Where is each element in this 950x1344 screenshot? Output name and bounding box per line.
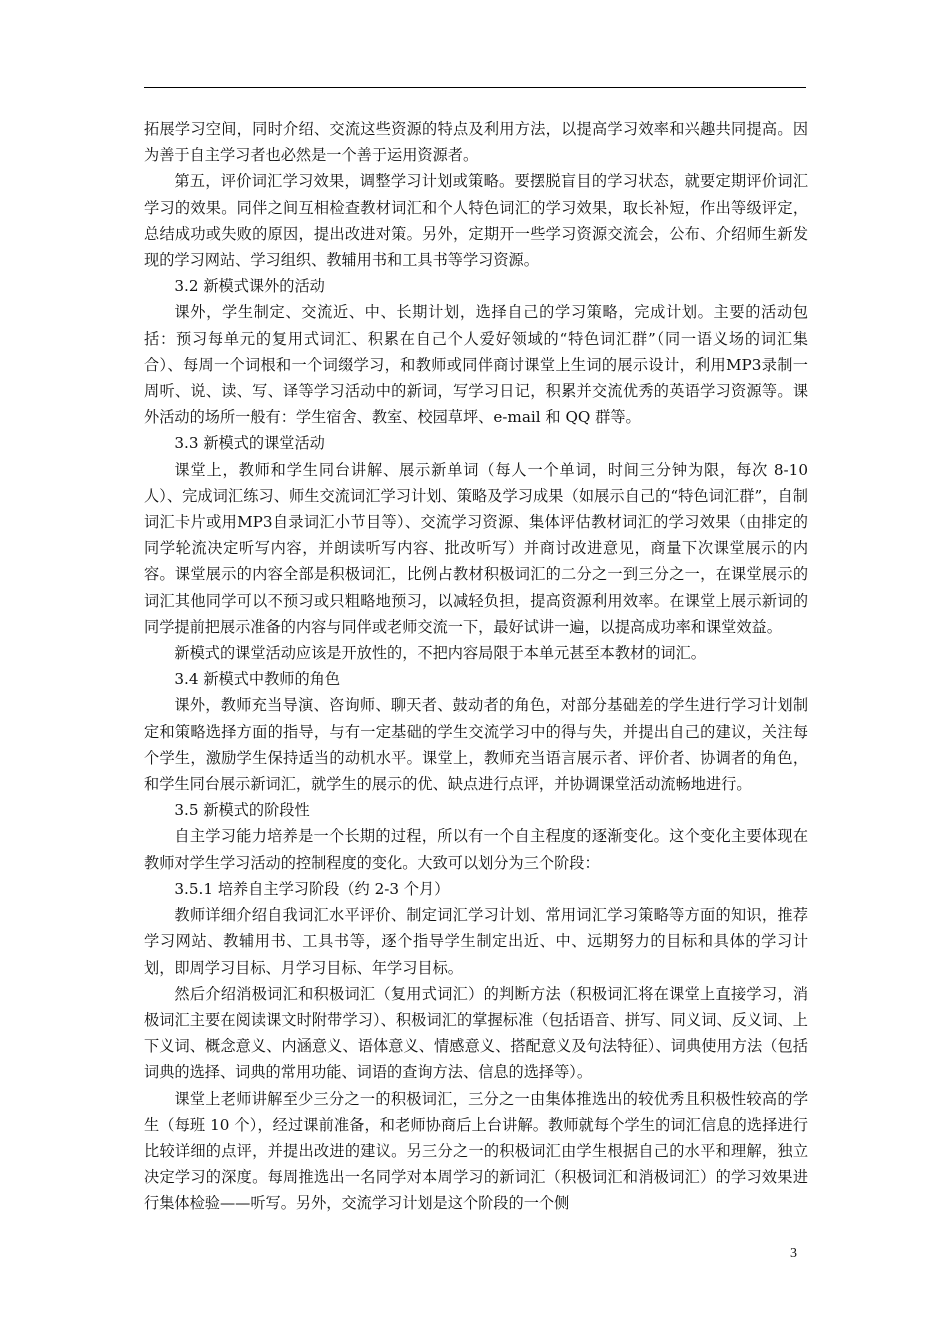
page-number: 3 [790,1246,797,1261]
paragraph: 课外，教师充当导演、咨询师、聊天者、鼓动者的角色，对部分基础差的学生进行学习计划制定和策略选择方面的指导，与有一定基础的学生交流学习中的得与失，并提出自己的建议，关注每个学生，激励学生保持适当的动机水平。课堂上，教师充当语言展示者、评价者、协调者的角色，和学生同台展示新词汇，就学生的展示的优、缺点进行点评，并协调课堂活动流畅地进行。 [144,696,808,794]
document-body [144,116,808,1217]
paragraph: 然后介绍消极词汇和积极词汇（复用式词汇）的判断方法（积极词汇将在课堂上直接学习，消极词汇主要在阅读课文时附带学习）、积极词汇的掌握标准（包括语音、拼写、同义词、反义词、上下义词、概念意义、内涵意义、语体意义、情感意义、搭配意义及句法特征）、词典使用方法（包括词典的选择、词典的常用功能、词语的查询方法、信息的选择等）。 [144,984,808,1082]
paragraph: 第五，评价词汇学习效果，调整学习计划或策略。要摆脱盲目的学习状态，就要定期评价词汇学习的效果。同伴之间互相检查教材词汇和个人特色词汇的学习效果，取长补短，作出等级评定，总结成功或失败的原因，提出改进对策。另外，定期开一些学习资源交流会，公布、介绍师生新发现的学习网站、学习组织、教辅用书和工具书等学习资源。 [144,172,808,270]
paragraph: 课外，学生制定、交流近、中、长期计划，选择自己的学习策略，完成计划。主要的活动包括：预习每单元的复用式词汇、积累在自己个人爱好领域的“特色词汇群”（同一语义场的词汇集合）、每周一个词根和一个词缀学习，和教师或同伴商讨课堂上生词的展示设计，利用MP3录制一周听、说、读、写、译等学习活动中的新词，写学习日记，积累并交流优秀的英语学习资源等。课外活动的场所一般有：学生宿舍、教室、校园草坪、e-mail 和 QQ 群等。 [144,303,808,427]
paragraph-continued: 拓展学习空间，同时介绍、交流这些资源的特点及利用方法，以提高学习效率和兴趣共同提高。因为善于自主学习者也必然是一个善于运用资源者。 [144,120,808,165]
paragraph: 自主学习能力培养是一个长期的过程，所以有一个自主程度的逐渐变化。这个变化主要体现在教师对学生学习活动的控制程度的变化。大致可以划分为三个阶段： [144,827,808,872]
paragraph: 课堂上，教师和学生同台讲解、展示新单词（每人一个单词，时间三分钟为限，每次 8-10 人）、完成词汇练习、师生交流词汇学习计划、策略及学习成果（如展示自己的“特色词汇群”，自制词汇卡片或用MP3自录词汇小节目等）、交流学习资源、集体评估教材词汇的学习效果（由排定的同学轮流决定听写内容，并朗读听写内容、批改听写）并商讨改进意见，商量下次课堂展示的内容。课堂展示的内容全部是积极词汇，比例占教材积极词汇的二分之一到三分之一，在课堂展示的词汇其他同学可以不预习或只粗略地预习，以减轻负担，提高资源利用效率。在课堂上展示新词的同学提前把展示准备的内容与同伴或老师交流一下，最好试讲一遍，以提高成功率和课堂效益。 [144,460,808,636]
header-rule [144,87,806,88]
paragraph: 课堂上老师讲解至少三分之一的积极词汇，三分之一由集体推选出的较优秀且积极性较高的学生（每班 10 个），经过课前准备，和老师协商后上台讲解。教师就每个学生的词汇信息的选择进行比较详细的点评，并提出改进的建议。另三分之一的积极词汇由学生根据自己的水平和理解，独立决定学习的深度。每周推选出一名同学对本周学习的新词汇（积极词汇和消极词汇）的学习效果进行集体检验——听写。另外，交流学习计划是这个阶段的一个侧 [144,1089,808,1213]
section-heading: 3.2 新模式课外的活动 [174,277,325,296]
paragraph: 教师详细介绍自我词汇水平评价、制定词汇学习计划、常用词汇学习策略等方面的知识，推荐学习网站、教辅用书、工具书等，逐个指导学生制定出近、中、远期努力的目标和具体的学习计划，即周学习目标、月学习目标、年学习目标。 [144,906,808,977]
section-heading: 3.3 新模式的课堂活动 [174,434,325,453]
subsection-heading: 3.5.1 培养自主学习阶段（约 2-3 个月） [174,879,450,898]
section-heading: 3.5 新模式的阶段性 [174,801,310,820]
section-heading: 3.4 新模式中教师的角色 [174,670,341,689]
paragraph: 新模式的课堂活动应该是开放性的，不把内容局限于本单元甚至本教材的词汇。 [174,644,706,663]
